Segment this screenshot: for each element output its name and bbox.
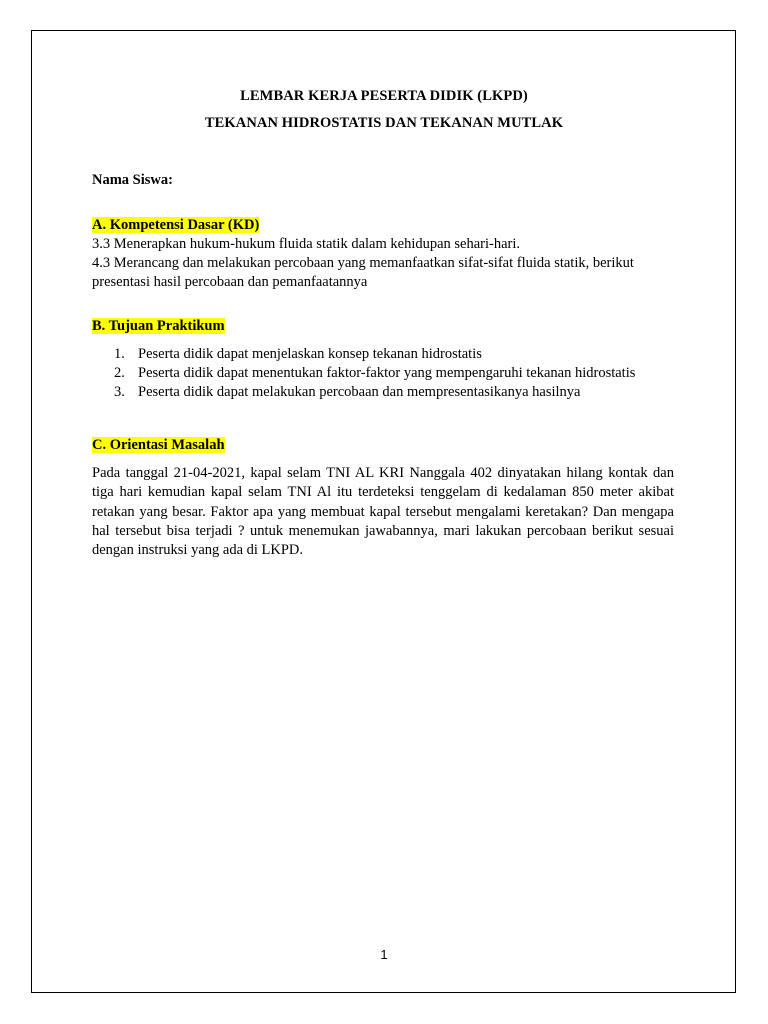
- section-b-heading-text: B. Tujuan Praktikum: [92, 318, 225, 334]
- kd-item: 4.3 Merancang dan melakukan percobaan yang memanfaatkan sifat-sifat fluida statik, berikut presentasi hasil percobaan dan pemanfaatannya: [92, 255, 634, 290]
- section-a-heading: [92, 216, 674, 235]
- list-item-text: Peserta didik dapat melakukan percobaan dan mempresentasikanya hasilnya: [138, 384, 581, 400]
- list-item-number: 3.: [114, 384, 125, 400]
- section-c-heading: [92, 436, 674, 455]
- list-item: [92, 345, 692, 364]
- kd-item: 3.3 Menerapkan hukum-hukum fluida statik dalam kehidupan sehari-hari.: [92, 236, 521, 252]
- list-item: [92, 383, 692, 402]
- student-name-label: Nama Siswa:: [92, 172, 173, 188]
- section-a-heading-text: A. Kompetensi Dasar (KD): [92, 217, 260, 233]
- list-item-text: Peserta didik dapat menentukan faktor-faktor yang mempengaruhi tekanan hidrostatis: [138, 365, 636, 381]
- section-b-heading: [92, 317, 674, 336]
- list-item-number: 1.: [114, 346, 125, 362]
- section-c-heading-text: C. Orientasi Masalah: [92, 437, 225, 453]
- list-item-number: 2.: [114, 365, 125, 381]
- objectives-list: [92, 345, 692, 402]
- section-a-body: [92, 235, 674, 292]
- document-title: LEMBAR KERJA PESERTA DIDIK (LKPD): [240, 88, 528, 104]
- document-subtitle: TEKANAN HIDROSTATIS DAN TEKANAN MUTLAK: [204, 115, 564, 131]
- section-c-paragraph: Pada tanggal 21-04-2021, kapal selam TNI AL KRI Nanggala 402 dinyatakan hilang kontak dan tiga hari kemudian kapal selam TNI Al itu terdeteksi tenggelam di kedalaman 850 meter akibat retakan yang besar. Faktor apa yang membuat kapal tersebut mengalami keretakan? Dan mengapa hal tersebut bisa terjadi ? untuk menemukan jawabannya, mari lakukan percobaan berikut sesuai dengan instruksi yang ada di LKPD.: [92, 465, 674, 559]
- page-number: 1: [380, 947, 388, 962]
- list-item: [92, 364, 692, 383]
- list-item-text: Peserta didik dapat menjelaskan konsep tekanan hidrostatis: [138, 346, 482, 362]
